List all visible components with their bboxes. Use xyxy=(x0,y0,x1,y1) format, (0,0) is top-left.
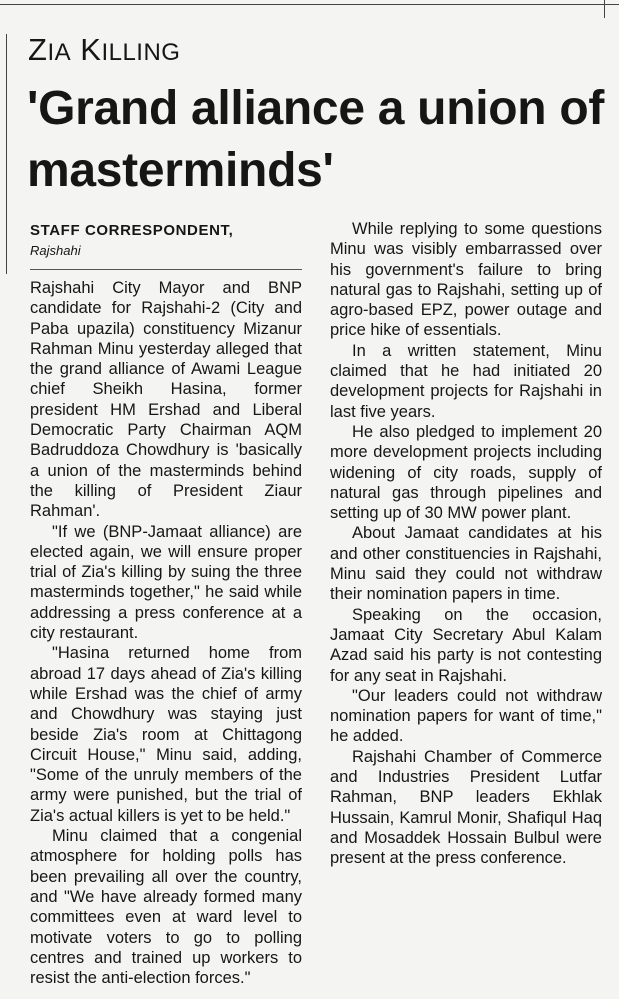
article-headline: 'Grand alliance a union of masterminds' xyxy=(27,82,605,197)
body-paragraph: He also pledged to implement 20 more development projects including widening of city roads, supply of natural gas through pipelines and setting up of 30 MW power plant. xyxy=(330,422,602,523)
body-paragraph: In a written statement, Minu claimed that he had initiated 20 development projects for Rajshahi in last five years. xyxy=(330,341,602,421)
body-paragraph: Speaking on the occasion, Jamaat City Secretary Abul Kalam Azad said his party is not contesting for any seat in Rajshahi. xyxy=(330,605,602,685)
body-paragraph: Rajshahi City Mayor and BNP candidate for Rajshahi-2 (City and Paba upazila) constituency Mizanur Rahman Minu yesterday alleged that the grand alliance of Awami League chief Sheikh Hasina, former president HM Ershad and Liberal Democratic Party Chairman AQM Badruddoza Chowdhury is 'basically a union of the masterminds behind the killing of President Ziaur Rahman'. xyxy=(30,279,302,521)
byline-divider xyxy=(30,269,302,270)
body-paragraph: "Our leaders could not withdraw nomination papers for want of time," he added. xyxy=(330,686,602,746)
body-paragraph: Minu claimed that a congenial atmosphere for holding polls has been prevailing all over the country, and "We have already formed many committees even at ward level to motivate voters to go to polling centres and trained up workers to resist the anti-election forces." xyxy=(30,827,302,988)
body-paragraph: "If we (BNP-Jamaat alliance) are elected again, we will ensure proper trial of Zia's killing by suing the three masterminds together," he said while addressing a press conference at a city restaurant. xyxy=(30,522,302,643)
article-kicker: ZIA KILLING xyxy=(28,32,181,67)
body-paragraph: "Hasina returned home from abroad 17 days ahead of Zia's killing while Ershad was the chief of army and Chowdhury was staying just beside Zia's room at Chittagong Circuit House," Minu said, adding, "Some of the unruly members of the army were punished, but the trial of Zia's actual killers is yet to be held." xyxy=(30,644,302,825)
dateline: Rajshahi xyxy=(30,243,81,258)
body-paragraph: Rajshahi Chamber of Commerce and Industries President Lutfar Rahman, BNP leaders Ekhlak Hussain, Kamrul Monir, Shafiqul Haq and Mosaddek Hossain Bulbul were present at the press conference. xyxy=(330,747,602,868)
article-column-left xyxy=(30,220,302,988)
article-column-right xyxy=(330,220,602,869)
body-paragraph: About Jamaat candidates at his and other constituencies in Rajshahi, Minu said they could not withdraw their nomination papers in time. xyxy=(330,524,602,604)
body-paragraph: While replying to some questions Minu was visibly embarrassed over his government's failure to bring natural gas to Rajshahi, setting up of agro-based EPZ, power outage and price hike of essentials. xyxy=(330,220,602,340)
left-margin-rule xyxy=(6,34,7,274)
column-divider-top xyxy=(604,0,605,18)
byline: STAFF CORRESPONDENT, xyxy=(30,222,234,239)
top-rule xyxy=(0,4,619,5)
